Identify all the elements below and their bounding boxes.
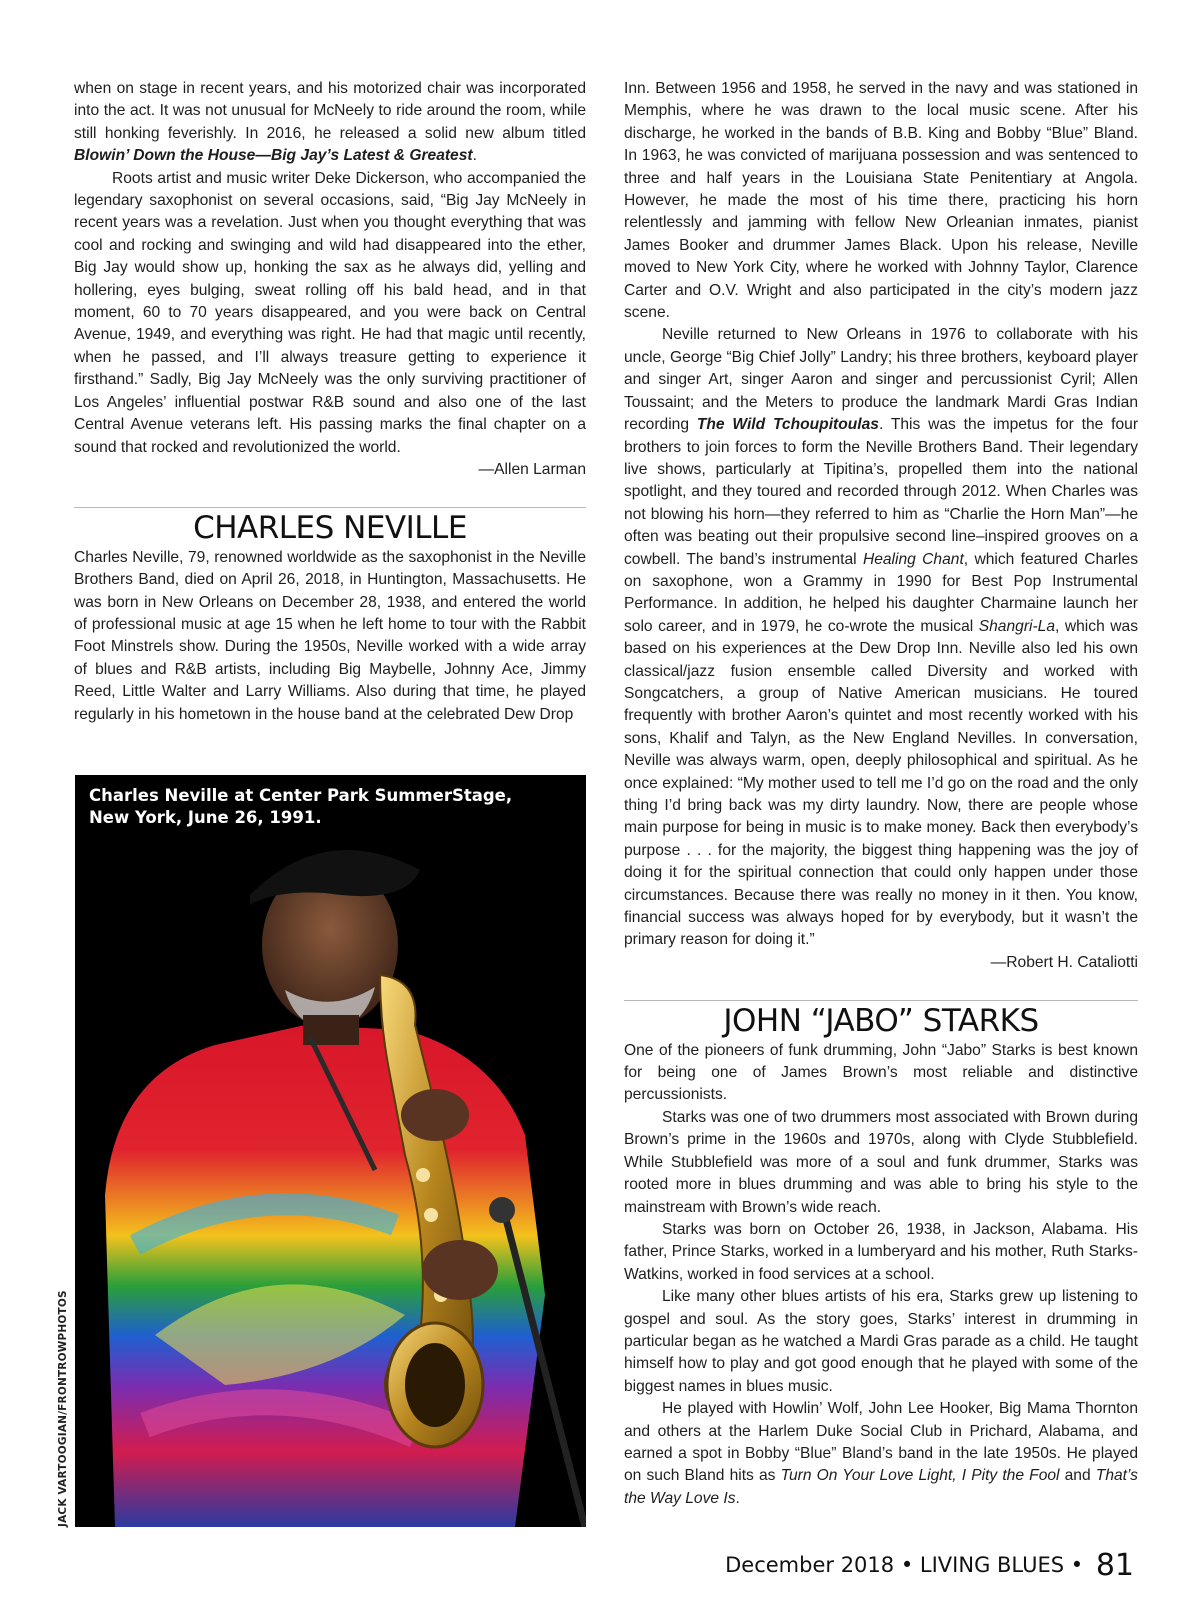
section-divider bbox=[74, 507, 586, 508]
section-divider bbox=[624, 1000, 1138, 1001]
starks-paragraph-2: Starks was one of two drummers most associated with Brown during Brown’s prime in the 1960s and 1970s, along with Clyde Stubblefield. While Stubblefield was more of a soul and funk drummer, Starks was rooted more in blues drumming and was able to bring his style to the mainstream with Brown’s wide reach. bbox=[624, 1108, 1138, 1216]
starks-heading: JOHN “JABO” STARKS bbox=[723, 1003, 1039, 1040]
bland-hits-titles: Turn On Your Love Light, I Pity the Fool bbox=[780, 1467, 1060, 1485]
footer-bullet: • bbox=[1070, 1553, 1084, 1577]
starks-paragraph-5: He played with Howlin’ Wolf, John Lee Hooker, Big Mama Thornton and others at the Harlem Duke Social Club in Prichard, Alabama, and earned a spot in Bobby “Blue” Bland’s band in the late 1950s. He played on such Bland hits as Turn On Your Love Light, I Pity the Fool and That’s the Way Love Is. bbox=[624, 1400, 1138, 1507]
page-footer bbox=[725, 1548, 1134, 1583]
starks-paragraph-4: Like many other blues artists of his era, Starks grew up listening to gospel and soul. As the story goes, Starks’ interest in drumming in particular began as he watched a Mardi Gras parade as a child. He taught himself how to play and got good enough that he played with some of the biggest names in blues music. bbox=[624, 1288, 1138, 1395]
shangri-la-title: Shangri-La bbox=[978, 617, 1056, 635]
neville-paragraph-1-continued: Inn. Between 1956 and 1958, he served in the navy and was stationed in Memphis, where he was drawn to the local music scene. After his discharge, he worked in the bands of B.B. King and Bobby “Blue” Bland. In 1963, he was convicted of marijuana possession and was sentenced to three and half years in the Louisiana State Penitentiary at Angola. However, he made the most of his time there, practicing his horn relentlessly and jamming with fellow New Orleanian inmates, pianist James Booker and drummer James Black. Upon his release, Neville moved to New York City, where he worked with Johnny Taylor, Clarence Carter and O.V. Wright and also participated in the city’s modern jazz scene. bbox=[624, 80, 1138, 322]
neville-paragraph-1: Charles Neville, 79, renowned worldwide as the saxophonist in the Neville Brothers Band, died on April 26, 2018, in Huntington, Massachusetts. He was born in New Orleans on December 28, 1938, and entered the world of professional music at age 15 when he left home to tour with the Rabbit Foot Minstrels show. During the 1950s, Neville worked with a wide array of blues and R&B artists, including Big Maybelle, Johnny Ace, Jimmy Reed, Little Walter and Larry Williams. Also during that time, he played regularly in his hometown in the house band at the celebrated Dew Drop bbox=[74, 548, 586, 723]
starks-paragraph-3: Starks was born on October 26, 1938, in Jackson, Alabama. His father, Prince Starks, worked in a lumberyard and his mother, Ruth Starks-Watkins, worked in food services at a school. bbox=[624, 1220, 1138, 1283]
bland-hit-title: That’s the Way Love Is bbox=[624, 1467, 1138, 1507]
healing-chant-title: Healing Chant bbox=[862, 550, 964, 568]
left-column bbox=[74, 78, 586, 726]
issue-date: December 2018 bbox=[725, 1553, 895, 1577]
footer-bullet: • bbox=[900, 1553, 914, 1577]
mcneely-album-title: Blowin’ Down the House—Big Jay’s Latest & Greatest bbox=[74, 147, 473, 165]
page-number: 81 bbox=[1095, 1548, 1134, 1583]
mcneely-paragraph-1: when on stage in recent years, and his motorized chair was incorporated into the act. It was not unusual for McNeely to ride around the room, while still honking feverishly. In 2016, he released a solid new album titled Blowin’ Down the House—Big Jay’s Latest & Greatest. bbox=[74, 80, 586, 165]
neville-heading: CHARLES NEVILLE bbox=[193, 510, 467, 547]
starks-paragraph-1: One of the pioneers of funk drumming, John “Jabo” Starks is best known for being one of James Brown’s most reliable and distinctive percussionists. bbox=[624, 1041, 1138, 1104]
neville-photo bbox=[75, 775, 586, 1527]
saxophonist-illustration bbox=[75, 775, 586, 1527]
photo-caption: Charles Neville at Center Park SummerStage, New York, June 26, 1991. bbox=[89, 786, 513, 827]
neville-paragraph-2: Neville returned to New Orleans in 1976 to collaborate with his uncle, George “Big Chief Jolly” Landry; his three brothers, keyboard player and singer Art, singer Aaron and singer and percussionist Cyril; Allen Toussaint; and the Meters to produce the landmark Mardi Gras Indian recording The Wild Tchoupitoulas. This was the impetus for the four brothers to join forces to form the Neville Brothers Band. Their legendary live shows, particularly at Tipitina’s, propelled them into the national spotlight, and they toured and recorded through 2012. When Charles was not blowing his horn—they referred to him as “Charlie the Horn Man”—he often was beating out their propulsive second line–inspired grooves on a cowbell. The band’s instrumental Healing Chant, which featured Charles on saxophone, won a Grammy in 1990 for Best Pop Instrumental Performance. In addition, he helped his daughter Charmaine launch her solo career, and in 1979, he co-wrote the musical Shangri-La, which was based on his experiences at the Dew Drop Inn. Neville also led his own classical/jazz fusion ensemble called Diversity and worked with Songcatchers, a group of Native American musicians. He toured frequently with brother Aaron’s quintet and most recently worked with his sons, Khalif and Talyn, as the New England Nevilles. In conversation, Neville was always warm, open, deeply philosophical and spiritual. As he once explained: “My mother used to tell me I’d go on the road and the only thing I’d bring back was my dirty laundry. Now, there are people whose main purpose for being in music is to make money. Back then everybody’s purpose . . . for the majority, the biggest thing happening was the joy of doing it for the spiritual connection that could only happen under those circumstances. Because there was really no money in it then. You know, financial success was always hoped for by everybody, but it wasn’t the primary reason for doing it.” bbox=[624, 326, 1139, 949]
right-column bbox=[624, 78, 1138, 1510]
wild-tchoupitoulas-title: The Wild Tchoupitoulas bbox=[696, 416, 879, 434]
mcneely-paragraph-2: Roots artist and music writer Deke Dickerson, who accompanied the legendary saxophonist on several occasions, said, “Big Jay McNeely in recent years was a revelation. Just when you thought everything that was cool and rocking and swinging and wild had disappeared into the ether, Big Jay would show up, honking the sax as he always did, yelling and hollering, eyes bulging, sweat rolling off his bald head, and in that moment, 60 to 70 years disappeared, and you were back on Central Avenue, 1949, and everything was right. He had that magic until recently, when he passed, and I’ll always treasure getting to experience it firsthand.” Sadly, Big Jay McNeely was the only surviving practitioner of Los Angeles’ influential postwar R&B sound and also one of the last Central Avenue veterans left. His passing marks the final chapter on a sound that rocked and revolutionized the world. bbox=[74, 169, 586, 456]
mcneely-byline: —Allen Larman bbox=[478, 460, 586, 478]
photo-credit: JACK VARTOOGIAN/FRONTROWPHOTOS bbox=[57, 1290, 69, 1527]
neville-byline: —Robert H. Cataliotti bbox=[990, 953, 1138, 971]
magazine-name: LIVING BLUES bbox=[919, 1553, 1065, 1577]
